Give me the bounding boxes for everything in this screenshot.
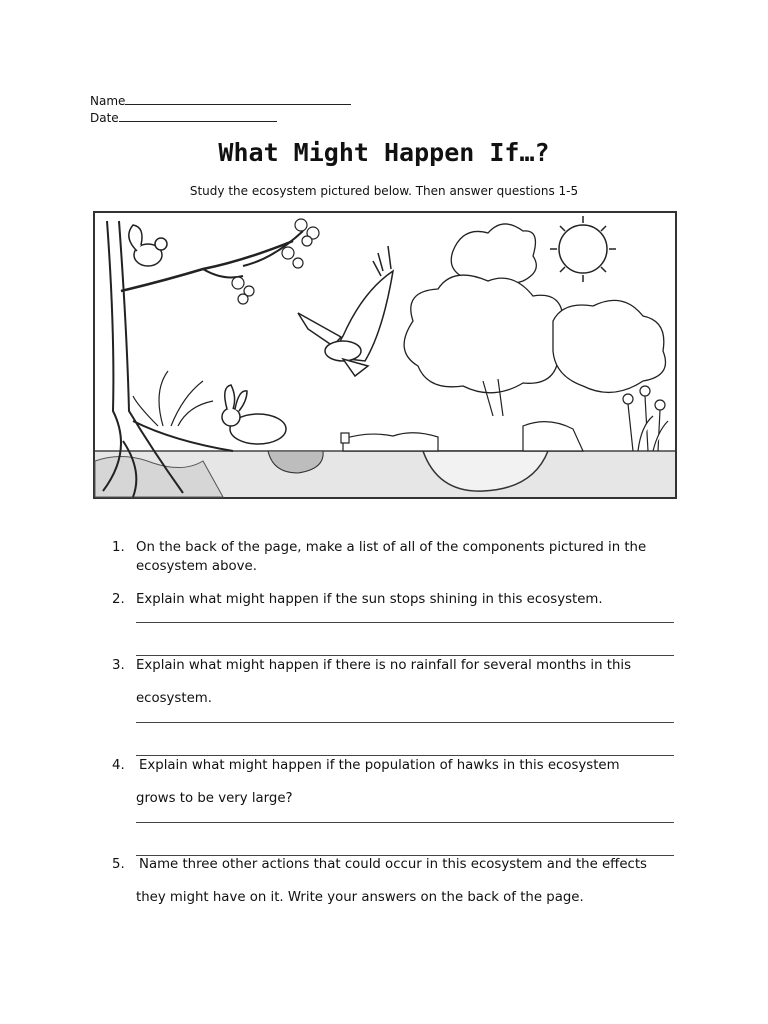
question-text: Explain what might happen if there is no rainfall for several months in this	[136, 658, 631, 673]
page-title: What Might Happen If…?	[218, 138, 550, 167]
name-label: Name	[90, 94, 126, 108]
name-field[interactable]	[90, 93, 351, 108]
answer-line[interactable]	[136, 622, 674, 623]
question-text-continued: grows to be very large?	[136, 791, 293, 806]
answer-line[interactable]	[136, 722, 674, 723]
question-text: Explain what might happen if the population of hawks in this ecosystem	[139, 758, 620, 773]
answer-line[interactable]	[136, 822, 674, 823]
name-blank[interactable]	[125, 93, 351, 105]
question-number: 1.	[112, 540, 125, 555]
question-number: 5.	[112, 857, 125, 872]
question-number: 2.	[112, 592, 125, 607]
date-label: Date	[90, 111, 119, 125]
question-text-continued: ecosystem.	[136, 691, 212, 706]
question-number: 4.	[112, 758, 125, 773]
instructions: Study the ecosystem pictured below. Then answer questions 1-5	[189, 184, 579, 198]
question-text: On the back of the page, make a list of all of the components pictured in the ecosystem above.	[136, 540, 647, 574]
question-text: Name three other actions that could occur in this ecosystem and the effects	[139, 857, 647, 872]
ecosystem-illustration	[93, 211, 677, 499]
question-text-continued: they might have on it. Write your answers on the back of the page.	[136, 890, 584, 905]
question-text: Explain what might happen if the sun stops shining in this ecosystem.	[136, 592, 603, 607]
date-field[interactable]	[90, 110, 277, 125]
date-blank[interactable]	[119, 110, 277, 122]
question-number: 3.	[112, 658, 125, 673]
